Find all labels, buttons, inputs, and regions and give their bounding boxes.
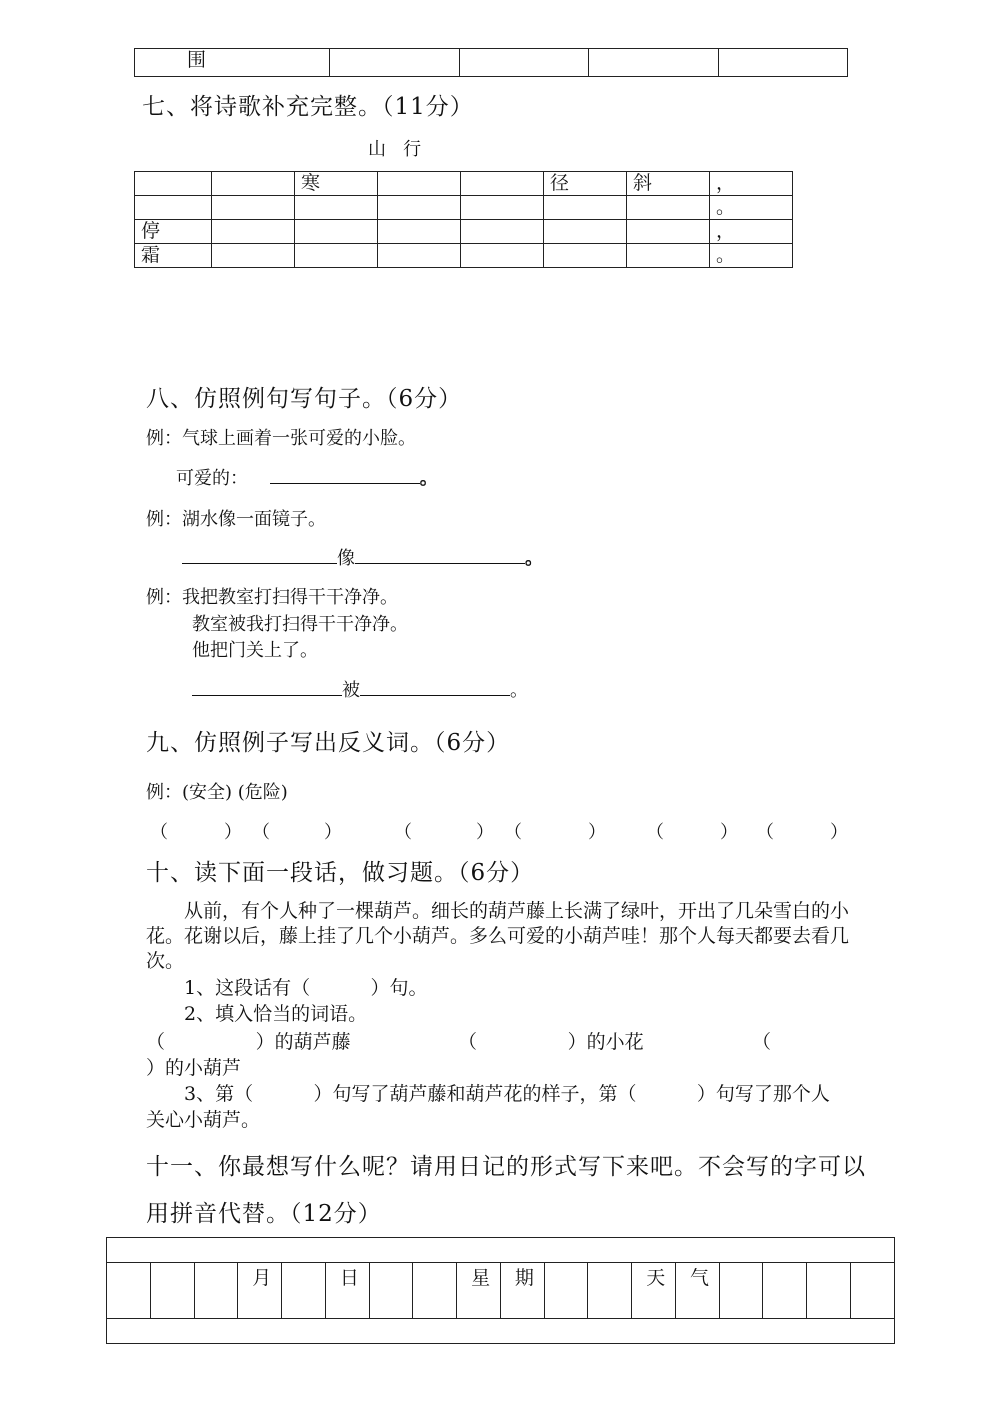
top-table-cell [330,49,460,77]
paren: ） [588,822,606,843]
poem-cell[interactable] [461,244,544,268]
section11-heading-line-1: 十一、你最想写什么呢？请用日记的形式写下来吧。不会写的字可以 [146,1154,866,1180]
poem-title: 山 行 [368,139,422,160]
question-3-line-2: 关心小葫芦。 [146,1109,261,1131]
diary-cell[interactable]: 月 [238,1263,282,1319]
connector-word: 像 [337,548,355,569]
paren: ） [720,822,738,843]
answer-blank[interactable] [192,677,342,696]
paren: ） [830,822,848,843]
diary-cell[interactable]: 天 [632,1263,676,1319]
poem-cell[interactable]: 径 [544,172,627,196]
poem-cell[interactable]: 停 [135,220,212,244]
poem-cell[interactable]: ， [710,172,793,196]
question-2: 2、填入恰当的词语。 [184,1003,368,1025]
diary-cell[interactable] [107,1263,151,1319]
poem-cell[interactable] [212,220,295,244]
poem-cell[interactable] [627,196,710,220]
diary-cell[interactable] [851,1263,895,1319]
top-table-cell [718,49,848,77]
poem-cell[interactable] [378,196,461,220]
section8-example-3b: 教室被我打扫得干干净净。 [192,614,408,635]
poem-cell[interactable] [212,196,295,220]
diary-cell[interactable]: 星 [457,1263,501,1319]
diary-cell[interactable] [150,1263,194,1319]
poem-cell[interactable] [461,172,544,196]
diary-cell[interactable] [282,1263,326,1319]
section8-answer-line-2 [182,544,543,570]
answer-blank[interactable] [360,677,510,696]
diary-cell[interactable]: 日 [325,1263,369,1319]
diary-cell[interactable] [807,1263,851,1319]
answer-blank[interactable] [182,545,337,564]
poem-cell[interactable] [544,220,627,244]
paren: （ [394,822,412,843]
poem-cell[interactable] [212,172,295,196]
poem-cell[interactable]: 霜 [135,244,212,268]
top-table-cell [459,49,589,77]
poem-cell[interactable] [295,244,378,268]
diary-grid [106,1237,895,1344]
poem-row [135,244,793,268]
diary-cell[interactable] [719,1263,763,1319]
paren: （ [150,822,168,843]
answer-blank[interactable] [270,465,420,484]
section8-example-3a: 例：我把教室打扫得干干净净。 [146,587,398,608]
section10-heading: 十、读下面一段话，做习题。（6分） [146,860,535,886]
diary-cell[interactable] [588,1263,632,1319]
poem-row [135,220,793,244]
poem-cell[interactable] [378,172,461,196]
section10-passage: 从前，有个人种了一棵葫芦。细长的葫芦藤上长满了绿叶，开出了几朵雪白的小花。花谢以后，藤上挂了几个小葫芦。多么可爱的小葫芦哇！那个人每天都要去看几次。 [146,900,850,972]
paren: ） [224,822,242,843]
answer-blank[interactable] [355,545,525,564]
question-3-line-1: 3、第（ ）句写了葫芦藤和葫芦花的样子，第（ ）句写了那个人 [184,1083,830,1105]
section9-example: 例：(安全) (危险) [146,782,288,803]
diary-cell[interactable]: 气 [675,1263,719,1319]
diary-cell[interactable] [194,1263,238,1319]
section9-heading: 九、仿照例子写出反义词。（6分） [146,730,511,756]
poem-cell[interactable] [295,196,378,220]
diary-cell[interactable] [544,1263,588,1319]
question-2-blank-a: （ ）的葫芦藤 [146,1031,351,1053]
poem-cell[interactable] [135,196,212,220]
diary-cell[interactable]: 期 [500,1263,544,1319]
diary-cell[interactable] [413,1263,457,1319]
question-2-blank-c-close: ）的小葫芦 [146,1057,242,1079]
section8-example-1: 例：气球上画着一张可爱的小脸。 [146,428,416,449]
poem-cell[interactable] [135,172,212,196]
poem-cell[interactable] [378,220,461,244]
paren: ） [476,822,494,843]
period: 。 [510,680,528,701]
antonym-blanks [150,818,850,842]
poem-cell[interactable]: 寒 [295,172,378,196]
section7-heading: 七、将诗歌补充完整。（11分） [142,94,474,120]
question-1: 1、这段话有（ ）句。 [184,977,428,999]
paren: （ [646,822,664,843]
connector-word: 被 [342,680,360,701]
section11-heading-line-2: 用拼音代替。（12分） [146,1201,382,1227]
paren: （ [252,822,270,843]
top-table [134,48,848,77]
poem-cell[interactable]: ， [710,220,793,244]
diary-cell[interactable] [763,1263,807,1319]
section8-heading: 八、仿照例句写句子。（6分） [146,386,463,412]
diary-cell[interactable] [369,1263,413,1319]
poem-cell[interactable] [378,244,461,268]
poem-cell[interactable]: 。 [710,244,793,268]
poem-cell[interactable]: 斜 [627,172,710,196]
poem-cell[interactable]: 。 [710,196,793,220]
poem-cell[interactable] [627,244,710,268]
paren: （ [504,822,522,843]
top-table-cell [589,49,719,77]
paren: （ [756,822,774,843]
section8-example-2: 例：湖水像一面镜子。 [146,509,326,530]
poem-cell[interactable] [544,196,627,220]
poem-cell[interactable] [461,196,544,220]
poem-cell[interactable] [295,220,378,244]
period: 。 [525,548,543,569]
top-table-cell: 围 [135,49,330,77]
diary-top-row[interactable] [107,1238,895,1263]
ex1-prompt: 可爱的： [176,468,248,489]
question-2-blank-b: （ ）的小花 [458,1031,644,1053]
poem-cell[interactable] [627,220,710,244]
section8-example-3c: 他把门关上了。 [192,640,318,661]
poem-cell[interactable] [461,220,544,244]
section8-answer-line-1 [176,464,438,490]
section8-answer-line-3 [192,676,528,702]
poem-row [135,172,793,196]
poem-cell[interactable] [544,244,627,268]
paren: ） [324,822,342,843]
diary-bottom-row[interactable] [107,1319,895,1344]
poem-cell[interactable] [212,244,295,268]
poem-grid [134,171,793,268]
period: 。 [419,468,438,489]
question-2-blank-c-open: （ [752,1031,772,1053]
poem-row [135,196,793,220]
